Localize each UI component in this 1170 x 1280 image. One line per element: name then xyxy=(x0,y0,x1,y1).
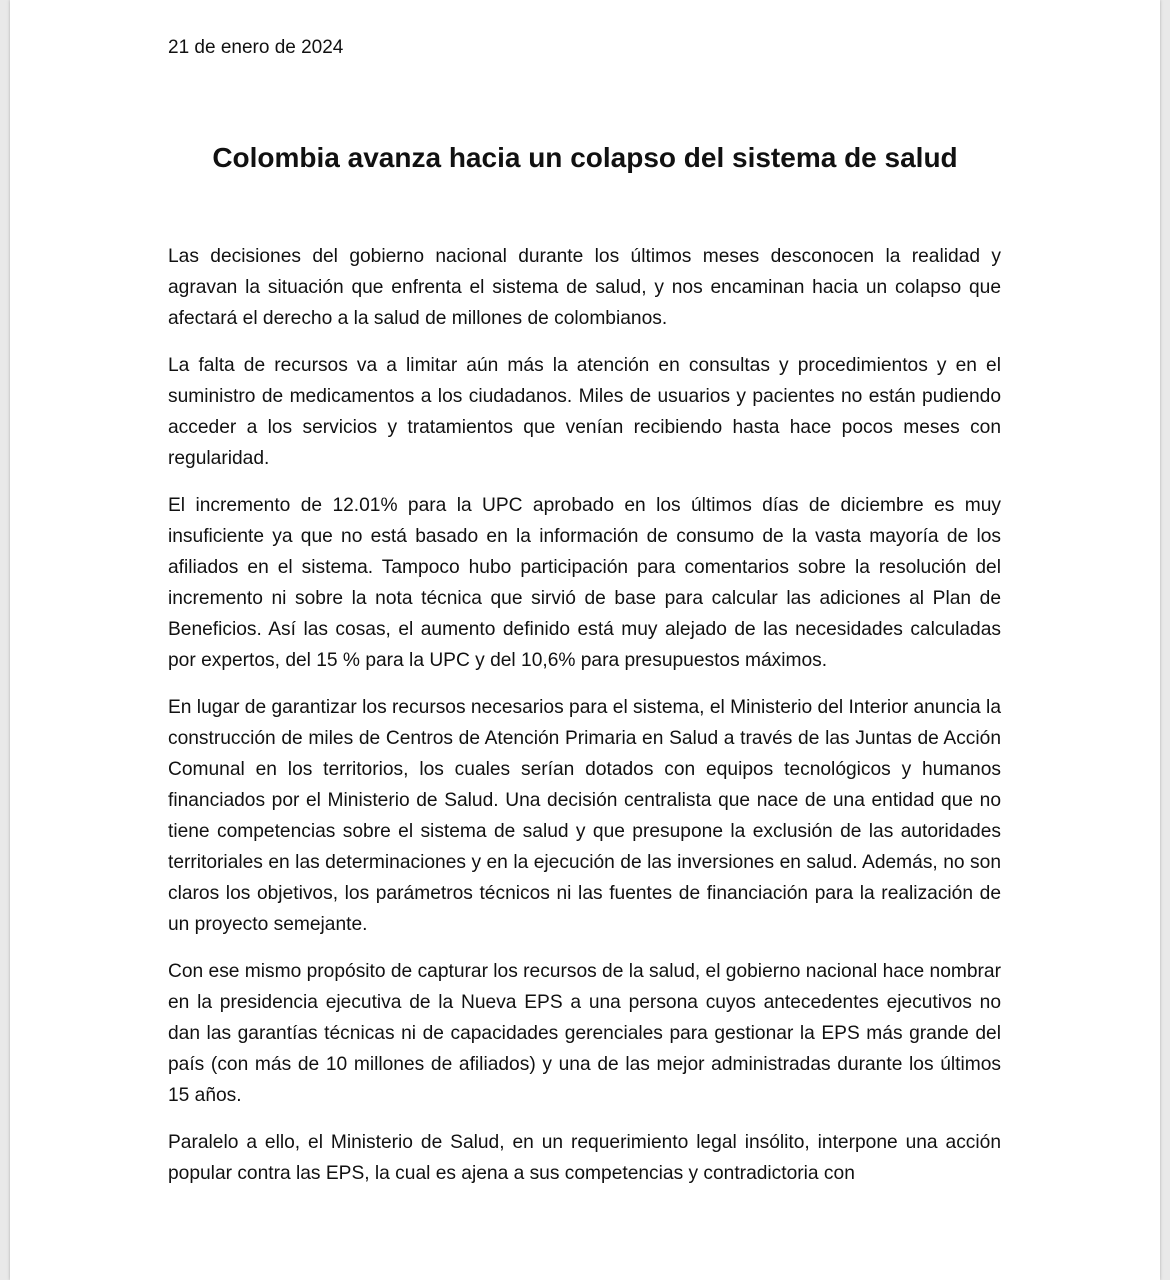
document-date: 21 de enero de 2024 xyxy=(168,37,344,58)
paragraph-1: Las decisiones del gobierno nacional durante los últimos meses desconocen la realidad y agravan la situación que enfrenta el sistema de salud, y nos encaminan hacia un colapso que afectará el derecho a la salud de millones de colombianos. xyxy=(168,246,1001,329)
paragraph-6: Paralelo a ello, el Ministerio de Salud, en un requerimiento legal insólito, interpone una acción popular contra las EPS, la cual es ajena a sus competencias y contradictoria con xyxy=(168,1132,1001,1184)
document-body xyxy=(168,241,1001,1205)
paragraph-4: En lugar de garantizar los recursos necesarios para el sistema, el Ministerio del Interior anuncia la construcción de miles de Centros de Atención Primaria en Salud a través de las Juntas de Acción Comunal en los territorios, los cuales serían dotados con equipos tecnológicos y humanos financiados por el Ministerio de Salud. Una decisión centralista que nace de una entidad que no tiene competencias sobre el sistema de salud y que presupone la exclusión de las autoridades territoriales en las determinaciones y en la ejecución de las inversiones en salud. Además, no son claros los objetivos, los parámetros técnicos ni las fuentes de financiación para la realización de un proyecto semejante. xyxy=(168,697,1001,935)
document-title: Colombia avanza hacia un colapso del sistema de salud xyxy=(212,142,958,173)
document-page xyxy=(10,0,1160,1280)
paragraph-5: Con ese mismo propósito de capturar los recursos de la salud, el gobierno nacional hace nombrar en la presidencia ejecutiva de la Nueva EPS a una persona cuyos antecedentes ejecutivos no dan las garantías técnicas ni de capacidades gerenciales para gestionar la EPS más grande del país (con más de 10 millones de afiliados) y una de las mejor administradas durante los últimos 15 años. xyxy=(168,961,1001,1106)
paragraph-3: El incremento de 12.01% para la UPC aprobado en los últimos días de diciembre es muy insuficiente ya que no está basado en la información de consumo de la vasta mayoría de los afiliados en el sistema. Tampoco hubo participación para comentarios sobre la resolución del incremento ni sobre la nota técnica que sirvió de base para calcular las adiciones al Plan de Beneficios. Así las cosas, el aumento definido está muy alejado de las necesidades calculadas por expertos, del 15 % para la UPC y del 10,6% para presupuestos máximos. xyxy=(168,495,1001,671)
paragraph-2: La falta de recursos va a limitar aún más la atención en consultas y procedimientos y en el suministro de medicamentos a los ciudadanos. Miles de usuarios y pacientes no están pudiendo acceder a los servicios y tratamientos que venían recibiendo hasta hace pocos meses con regularidad. xyxy=(168,355,1001,469)
